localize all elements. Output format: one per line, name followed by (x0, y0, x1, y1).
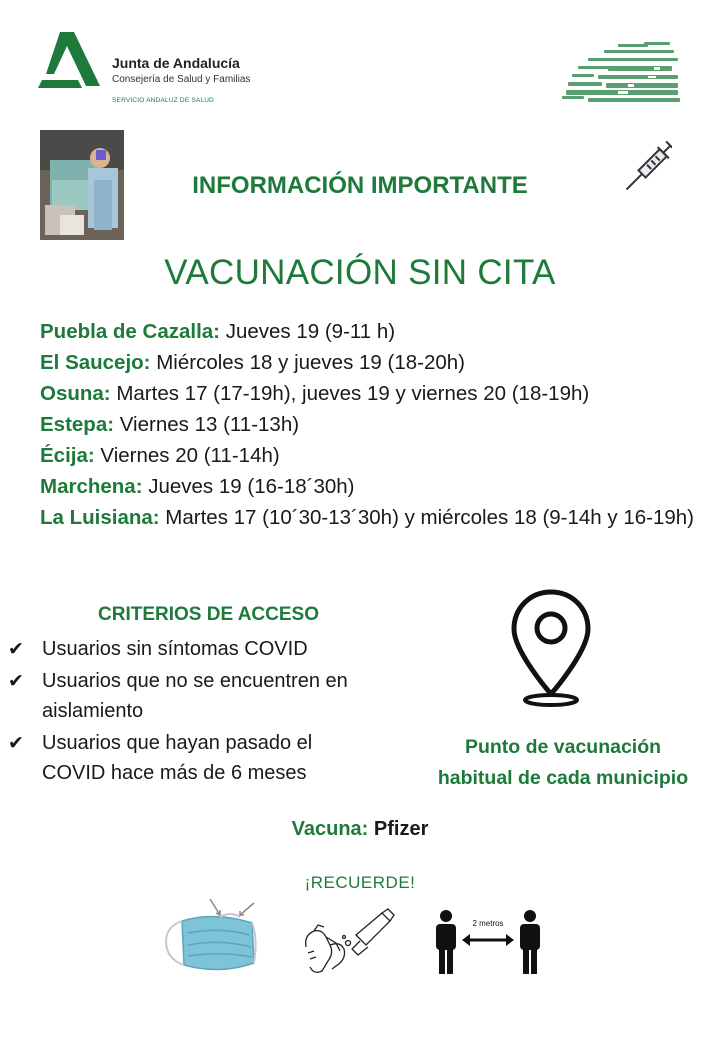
criteria-item (8, 634, 428, 664)
vaccine-label: Vacuna: (291, 818, 369, 840)
location-pin-icon (508, 588, 594, 710)
schedule-item (40, 378, 700, 409)
check-icon: ✔ (8, 671, 24, 692)
schedule-details: Jueves 19 (9-11 h) (220, 320, 396, 343)
schedule-town: Puebla de Cazalla: (40, 320, 221, 343)
hand-sanitizer-icon (300, 905, 395, 977)
schedule-list (40, 316, 700, 533)
criteria-title: CRITERIOS DE ACCESO (98, 604, 319, 625)
vaccine-info (0, 818, 720, 841)
schedule-details: Jueves 19 (16-18´30h) (142, 475, 355, 498)
criteria-item (8, 666, 428, 726)
schedule-details: Martes 17 (10´30-13´30h) y miércoles 18 (9-14h y 16-19h) (159, 506, 695, 529)
criteria-text: Usuarios que hayan pasado el COVID hace más de 6 meses (42, 732, 313, 784)
check-icon: ✔ (8, 733, 24, 754)
schedule-details: Viernes 13 (11-13h) (114, 413, 300, 436)
info-title: INFORMACIÓN IMPORTANTE (192, 172, 528, 199)
check-icon: ✔ (8, 639, 24, 660)
schedule-town: Marchena: (40, 475, 143, 498)
vaccination-location (402, 732, 720, 794)
schedule-town: Écija: (40, 444, 95, 467)
org-department: Consejería de Salud y Familias (112, 74, 251, 85)
face-mask-icon (160, 893, 265, 983)
main-title: VACUNACIÓN SIN CITA (164, 253, 556, 292)
criteria-text: Usuarios que no se encuentren en aislamiento (42, 670, 348, 722)
schedule-town: Estepa: (40, 413, 115, 436)
schedule-details: Miércoles 18 y jueves 19 (18-20h) (150, 351, 466, 374)
schedule-town: Osuna: (40, 382, 111, 405)
criteria-text: Usuarios sin síntomas COVID (42, 638, 308, 660)
location-line-1: Punto de vacunación (464, 736, 662, 758)
org-service: SERVICIO ANDALUZ DE SALUD (112, 97, 215, 104)
word-cloud-image (558, 38, 688, 106)
schedule-details: Viernes 20 (11-14h) (94, 444, 280, 467)
schedule-item (40, 347, 700, 378)
distance-label: 2 metros (472, 919, 504, 928)
social-distance-icon (430, 908, 546, 980)
junta-andalucia-logo-icon (38, 30, 106, 90)
schedule-details: Martes 17 (17-19h), jueves 19 y viernes 20 (18-19h) (110, 382, 590, 405)
schedule-item (40, 471, 700, 502)
schedule-item (40, 502, 700, 533)
schedule-item (40, 440, 700, 471)
schedule-item (40, 316, 700, 347)
criteria-list (8, 634, 428, 790)
org-name-block (112, 55, 250, 85)
criteria-item (8, 728, 372, 788)
org-name: Junta de Andalucía (112, 55, 240, 71)
schedule-town: La Luisiana: (40, 506, 160, 529)
reminder-title: ¡RECUERDE! (304, 873, 416, 892)
vaccine-name: Pfizer (373, 818, 429, 840)
schedule-item (40, 409, 700, 440)
schedule-town: El Saucejo: (40, 351, 151, 374)
location-line-2: habitual de cada municipio (437, 767, 689, 789)
